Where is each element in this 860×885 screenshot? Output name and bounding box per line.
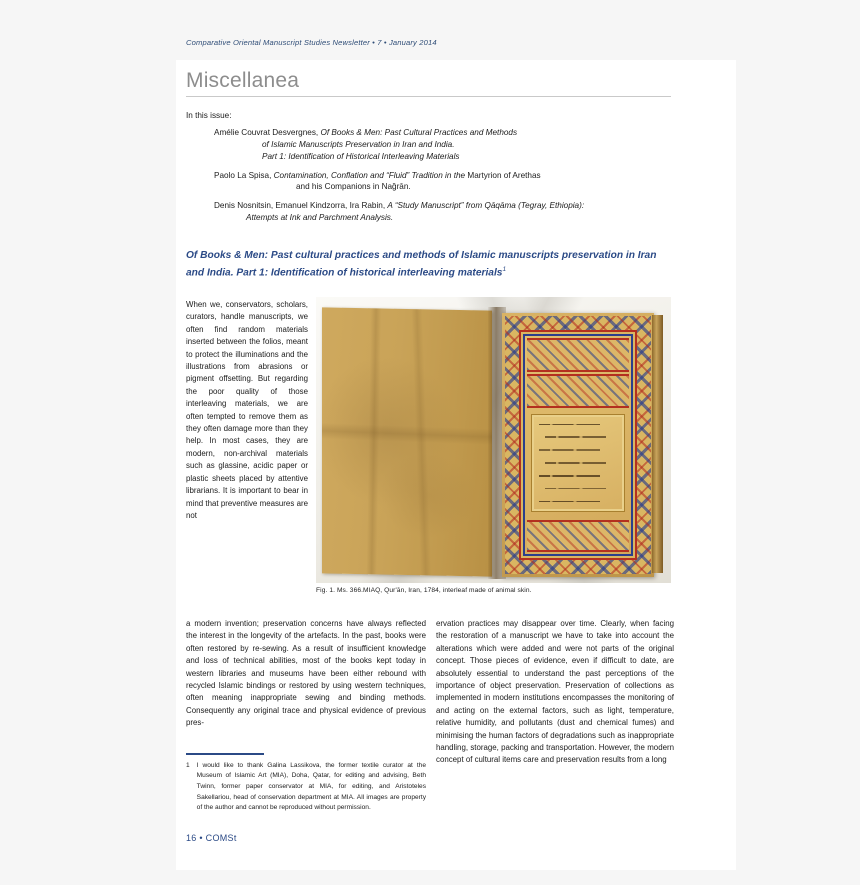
in-this-issue-work-title: Part 1: Identification of Historical Interleaving Materials (262, 151, 460, 161)
footnote-marker: 1 (186, 761, 190, 769)
in-this-issue-entry (186, 200, 676, 224)
in-this-issue-work-title: of Islamic Manuscripts Preservation in Iran and India. (262, 139, 455, 149)
body-column-right: ervation practices may disappear over time. Clearly, when facing the restoration of a manuscript we have to take into account the alterations which were added and were not parts of the original concept. Those pieces of evidence, even if difficult to date, are absolutely essential to understand the past perceptions of the importance of object preservation. Preservation of collections as implemented in modern institutions encompasses the monitoring of and acting on the external factors, such as light, temperature, relative humidity, and pollutants (dust and chemical fumes) and minimising the human factors of degradations such as inappropriate handling, storage, packing and transportation. However, the modern concept of cultural items care and preservation results from a long (436, 619, 674, 765)
in-this-issue-line (186, 170, 676, 182)
arabic-script-line (539, 501, 617, 503)
in-this-issue-line (186, 181, 676, 193)
in-this-issue-author: Amélie Couvrat Desvergnes, (214, 127, 321, 137)
arabic-script-line (539, 424, 617, 426)
arabic-script-line (539, 449, 617, 451)
footnote-body (186, 761, 426, 814)
in-this-issue-entry (186, 127, 676, 163)
arabic-script-line (539, 475, 617, 477)
in-this-issue-work-title: Attempts at Ink and Parchment Analysis. (246, 213, 394, 223)
in-this-issue-entry (186, 170, 676, 194)
interleaf-animal-skin-page (322, 307, 492, 576)
illumination-panel-bottom (527, 520, 629, 552)
in-this-issue-author: Paolo La Spisa, (214, 170, 274, 180)
footnote-separator-rule (186, 753, 264, 755)
body-column-left: a modern invention; preservation concerns have always reflected the interest in the longevity of the artefacts. In the past, books were often restored by re-sewing. As a result of insufficient knowledge and loss of technical abilities, most of the books kept today in western libraries and museums have been either rebound with recycled Islamic bindings or restored by using western techniques, often meaning inappropriate sewing and binding methods. Consequently any original trace and physical evidence of previous pres- (186, 619, 426, 728)
illumination-panel-second (527, 374, 629, 408)
article-title-footnote-marker: 1 (502, 265, 507, 273)
illumination-panel-top (527, 338, 629, 372)
in-this-issue-author: and his Companions in Naǧrān. (296, 182, 411, 192)
in-this-issue-entries (186, 127, 676, 224)
in-this-issue-work-title: Of Books & Men: Past Cultural Practices and Methods (320, 127, 518, 137)
in-this-issue-line (186, 151, 676, 163)
in-this-issue-line (186, 212, 676, 224)
in-this-issue-work-title: A “Study Manuscript” from Qāqāma (Tegray, Ethiopia): (387, 201, 585, 211)
running-head: Comparative Oriental Manuscript Studies Newsletter • 7 • January 2014 (186, 38, 437, 47)
article-title (186, 248, 676, 281)
page-folio: 16 • COMSt (186, 833, 237, 843)
section-title: Miscellanea (186, 70, 671, 97)
in-this-issue-line (186, 200, 676, 212)
footnote-block (186, 753, 426, 814)
footnote-text: I would like to thank Galina Lassikova, the former textile curator at the Museum of Islamic Art (MIA), Doha, Qatar, for editing and advising, Beth Twinn, former paper conservator at MIA, for editing, and Aristoteles Sakellariou, head of conservation department at MIA. All images are property of the author and cannot be reproduced without permission. (196, 761, 426, 812)
in-this-issue-work-title: Contamination, Conflation and “Fluid” Tradition in the (273, 170, 468, 180)
body-column-narrow: When we, conservators, scholars, curators, handle manuscripts, we often find random materials inserted between the folios, meant to protect the illuminations and the illustrations from abrasions or pigment offsetting. But regarding the poor quality of those interleaving materials, we are often tempted to remove them as they often damage more than they help. In most cases, they are modern, non-archival materials such as glassine, acidic paper or plastic sheets placed by attentive librarians. It is important to bear in mind that preventive measures are not (186, 300, 308, 520)
arabic-script-line (539, 462, 617, 464)
in-this-issue-author: Denis Nosnitsin, Emanuel Kindzorra, Ira Rabin, (214, 201, 388, 211)
in-this-issue-block (186, 110, 676, 231)
in-this-issue-line (186, 139, 676, 151)
illuminated-quran-page (502, 313, 654, 577)
in-this-issue-work-subtitle: Martyrion of Arethas (467, 170, 541, 180)
figure (316, 297, 671, 594)
in-this-issue-label: In this issue: (186, 111, 232, 120)
arabic-text-cartouche (531, 414, 625, 512)
section-title-container (186, 70, 671, 97)
book-fore-edge (652, 315, 663, 573)
arabic-script-line (539, 436, 617, 438)
manuscript-photograph (316, 297, 671, 583)
article-title-text: Of Books & Men: Past cultural practices and methods of Islamic manuscripts preservation in Iran and India. Part 1: Identification of historical interleaving materials (186, 250, 657, 278)
figure-caption: Fig. 1. Ms. 366.MIAQ, Qur'ān, Iran, 1784, interleaf made of animal skin. (316, 587, 532, 594)
in-this-issue-line (186, 127, 676, 139)
arabic-script-line (539, 488, 617, 490)
illumination-inner-field (519, 330, 637, 560)
